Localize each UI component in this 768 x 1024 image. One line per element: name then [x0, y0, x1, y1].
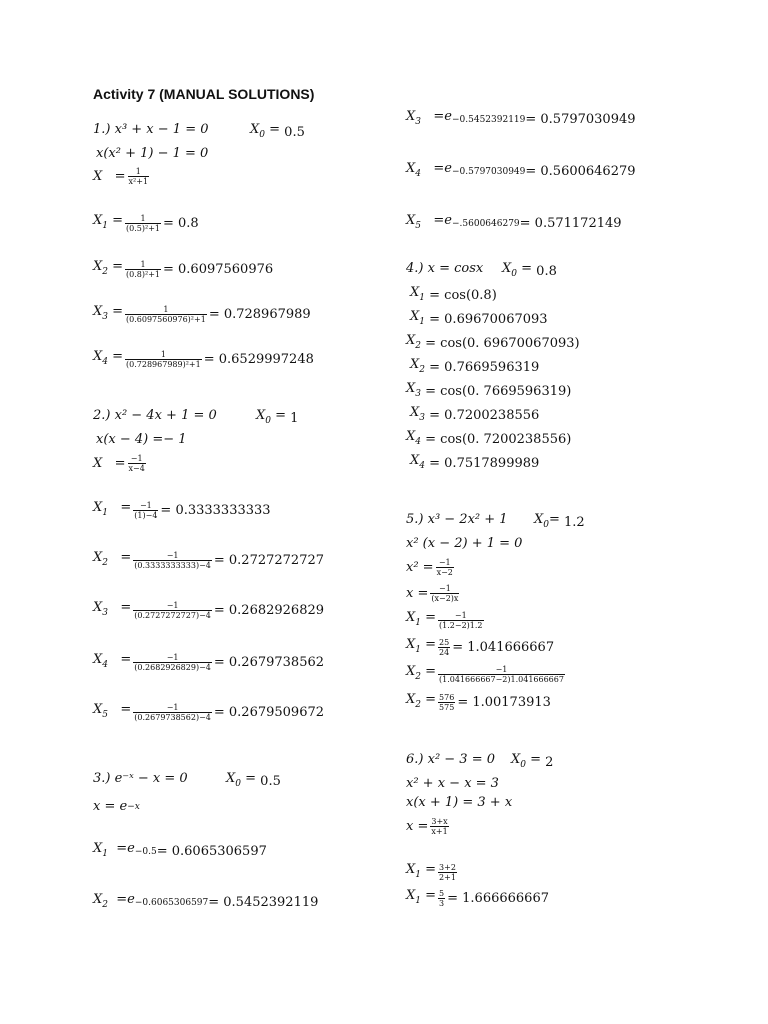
p3-iteration-3: $X_3 =e$ −0.5452392119 = 0.5797030949 [406, 109, 636, 127]
p6-iteration-1-result: $X_1$ = $\frac{5}{3}$ = 1.666666667 [406, 888, 549, 908]
p2-iteration-3: $X_3$ = $\frac{-1}{(0.2727272727)-4}$ = 0.2682926829 [93, 600, 325, 620]
p3-rearranged: x = e −x [93, 799, 140, 814]
p4-line-8: $X_4$ = 0.7517899989 [410, 453, 540, 471]
p3-iteration-4: $X_4 =e$ −0.5797030949 = 0.5600646279 [406, 161, 636, 179]
p5-rearranged: x² (x − 2) + 1 = 0 [406, 536, 523, 551]
p6-initial: $X_0$ = 2 [511, 752, 554, 770]
p3-iteration-1: $X_1 =e$ −0.5 = 0.6065306597 [93, 841, 267, 859]
p5-iteration-1: $X_1$ = $\frac{-1}{(1.2-2)1.2}$ [406, 610, 483, 630]
p2-rearranged: x(x − 4) =− 1 [96, 432, 187, 447]
p4-line-4: $X_2$ = 0.7669596319 [410, 357, 540, 375]
p1-iteration-3: $X_3$ = $\frac{1}{\text{(0.6097560976)²+1}}$ = 0.728967989 [93, 304, 311, 324]
p4-line-1: $X_1$ = cos(0.8) [410, 285, 497, 303]
p1-rearranged: x(x² + 1) − 1 = 0 [96, 146, 209, 161]
p1-iteration-4: $X_4$ = $\frac{1}{\text{(0.728967989)²+1}}$ = 0.6529997248 [93, 349, 314, 369]
p2-general-form: X = $\frac{-1}{x-4}$ [93, 454, 145, 473]
p5-x-squared: x² = $\frac{-1}{x-2}$ [406, 558, 453, 577]
p2-initial: $X_0$ = 1 [256, 408, 299, 426]
page-title: Activity 7 (MANUAL SOLUTIONS) [93, 86, 315, 102]
p5-general-form: x = $\frac{-1}{(x-2)x}$ [406, 584, 459, 603]
p6-iteration-1: $X_1$ = $\frac{3+2}{2+1}$ [406, 862, 456, 882]
p2-iteration-5: $X_5$ = $\frac{-1}{(0.2679738562)-4}$ = 0.2679509672 [93, 702, 325, 722]
p3-initial: $X_0$ = 0.5 [226, 771, 281, 789]
p1-iteration-2: $X_2$ = $\frac{1}{\text{(0.8)²+1}}$ = 0.6097560976 [93, 259, 274, 279]
p3-iteration-5: $X_5 =e$ −.5600646279 = 0.571172149 [406, 213, 622, 231]
p1-general-form: X = $\frac{1}{\text{x²+1}}$ [93, 167, 149, 186]
p4-line-6: $X_3$ = 0.7200238556 [410, 405, 540, 423]
p4-line-3: $X_2$ = cos(0. 69670067093) [406, 333, 580, 351]
p5-equation: 5.) x³ − 2x² + 1 [406, 512, 508, 527]
p5-iteration-2: $X_2$ = $\frac{-1}{(1.041666667-2)1.041666667}$ [406, 664, 564, 684]
p4-equation: 4.) x = cosx [406, 261, 484, 276]
p3-equation: 3.) e⁻ˣ − x = 0 [93, 771, 188, 786]
p6-equation: 6.) x² − 3 = 0 [406, 752, 496, 767]
p5-iteration-2-result: $X_2$ = $\frac{576}{575}$ = 1.00173913 [406, 692, 551, 712]
p6-general-form: x = $\frac{3+x}{x+1}$ [406, 817, 448, 836]
p6-rearranged-1: x² + x − x = 3 [406, 776, 499, 791]
p2-iteration-2: $X_2$ = $\frac{-1}{(0.3333333333)-4}$ = 0.2727272727 [93, 550, 325, 570]
p6-rearranged-2: x(x + 1) = 3 + x [406, 795, 513, 810]
p4-initial: $X_0$ = 0.8 [502, 261, 557, 279]
p2-iteration-1: $X_1$ = $\frac{-1}{(1)-4}$ = 0.3333333333 [93, 500, 271, 520]
p1-equation: 1.) x³ + x − 1 = 0 [93, 122, 209, 137]
p4-line-7: $X_4$ = cos(0. 7200238556) [406, 429, 572, 447]
p3-iteration-2: $X_2 =e$ −0.6065306597 = 0.5452392119 [93, 892, 319, 910]
p4-line-2: $X_1$ = 0.69670067093 [410, 309, 548, 327]
p5-initial: $X_0=$ 1.2 [534, 512, 585, 530]
p1-iteration-1: $X_1$ = $\frac{1}{\text{(0.5)²+1}}$ = 0.8 [93, 213, 199, 233]
p2-equation: 2.) x² − 4x + 1 = 0 [93, 408, 217, 423]
p5-iteration-1-result: $X_1$ = $\frac{25}{24}$ = 1.041666667 [406, 637, 555, 657]
p2-iteration-4: $X_4$ = $\frac{-1}{(0.2682926829)-4}$ = 0.2679738562 [93, 652, 325, 672]
p4-line-5: $X_3$ = cos(0. 7669596319) [406, 381, 572, 399]
p1-initial: $X_0$ = 0.5 [250, 122, 305, 140]
